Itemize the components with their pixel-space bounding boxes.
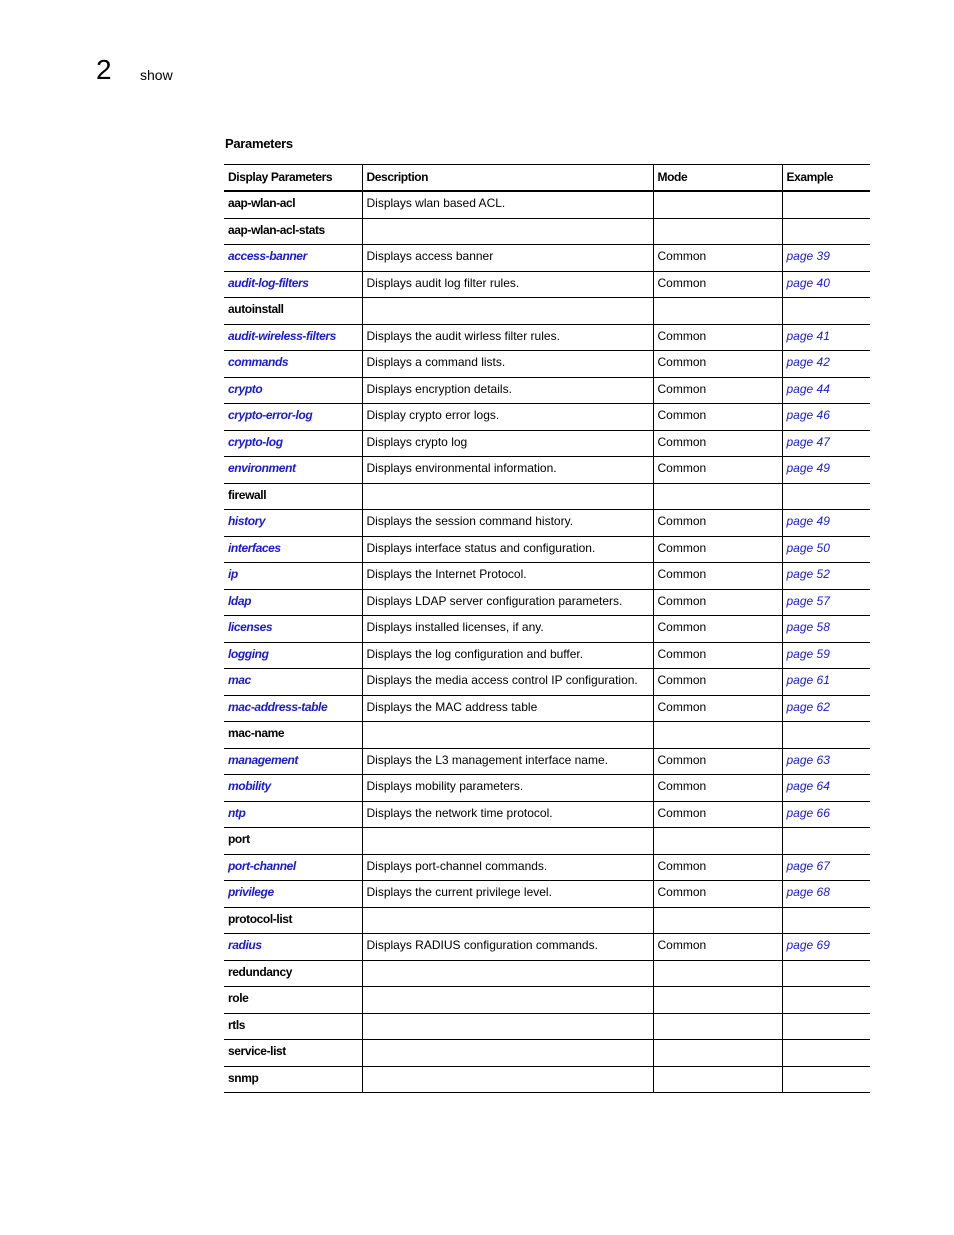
mode-cell <box>653 987 782 1014</box>
example-link[interactable]: page 44 <box>782 377 870 404</box>
mode-cell <box>653 722 782 749</box>
table-row <box>224 589 870 616</box>
example-link[interactable]: page 49 <box>782 457 870 484</box>
example-link <box>782 960 870 987</box>
example-link[interactable]: page 64 <box>782 775 870 802</box>
table-row <box>224 642 870 669</box>
description-cell <box>362 828 653 855</box>
example-link[interactable]: page 59 <box>782 642 870 669</box>
table-row <box>224 828 870 855</box>
table-row <box>224 722 870 749</box>
description-cell: Displays the session command history. <box>362 510 653 537</box>
description-cell: Displays the media access control IP configuration. <box>362 669 653 696</box>
column-header-example: Example <box>782 165 870 192</box>
mode-cell: Common <box>653 351 782 378</box>
chapter-number: 2 <box>96 54 112 85</box>
parameter-cell[interactable]: mac <box>224 669 362 696</box>
example-link[interactable]: page 63 <box>782 748 870 775</box>
mode-cell <box>653 298 782 325</box>
parameter-cell[interactable]: crypto-log <box>224 430 362 457</box>
table-row <box>224 510 870 537</box>
parameter-cell[interactable]: access-banner <box>224 245 362 272</box>
example-link <box>782 987 870 1014</box>
table-row <box>224 934 870 961</box>
parameter-cell: service-list <box>224 1040 362 1067</box>
parameter-cell: snmp <box>224 1066 362 1093</box>
table-row <box>224 960 870 987</box>
parameter-cell: rtls <box>224 1013 362 1040</box>
example-link <box>782 828 870 855</box>
table-row <box>224 191 870 218</box>
description-cell: Displays RADIUS configuration commands. <box>362 934 653 961</box>
description-cell: Displays the network time protocol. <box>362 801 653 828</box>
mode-cell: Common <box>653 457 782 484</box>
table-row <box>224 775 870 802</box>
table-row <box>224 563 870 590</box>
mode-cell: Common <box>653 881 782 908</box>
mode-cell: Common <box>653 775 782 802</box>
description-cell <box>362 907 653 934</box>
mode-cell: Common <box>653 616 782 643</box>
parameter-cell[interactable]: licenses <box>224 616 362 643</box>
example-link <box>782 1013 870 1040</box>
description-cell: Displays wlan based ACL. <box>362 191 653 218</box>
mode-cell: Common <box>653 536 782 563</box>
parameter-cell: role <box>224 987 362 1014</box>
parameter-cell: protocol-list <box>224 907 362 934</box>
column-header-display-parameters: Display Parameters <box>224 165 362 192</box>
mode-cell <box>653 483 782 510</box>
parameter-cell[interactable]: ip <box>224 563 362 590</box>
example-link[interactable]: page 67 <box>782 854 870 881</box>
description-cell: Displays installed licenses, if any. <box>362 616 653 643</box>
table-row <box>224 748 870 775</box>
description-cell: Displays the log configuration and buffer. <box>362 642 653 669</box>
example-link[interactable]: page 69 <box>782 934 870 961</box>
description-cell: Displays access banner <box>362 245 653 272</box>
example-link[interactable]: page 46 <box>782 404 870 431</box>
parameter-cell[interactable]: privilege <box>224 881 362 908</box>
parameter-cell[interactable]: ntp <box>224 801 362 828</box>
mode-cell: Common <box>653 748 782 775</box>
example-link[interactable]: page 49 <box>782 510 870 537</box>
description-cell <box>362 1013 653 1040</box>
example-link[interactable]: page 57 <box>782 589 870 616</box>
table-row <box>224 1013 870 1040</box>
parameter-cell: mac-name <box>224 722 362 749</box>
parameters-table <box>224 164 870 1093</box>
description-cell: Display crypto error logs. <box>362 404 653 431</box>
table-header <box>224 165 870 192</box>
parameter-cell[interactable]: mac-address-table <box>224 695 362 722</box>
description-cell: Displays the L3 management interface name. <box>362 748 653 775</box>
table-row <box>224 351 870 378</box>
parameter-cell[interactable]: interfaces <box>224 536 362 563</box>
table-row <box>224 457 870 484</box>
chapter-title: show <box>140 67 173 83</box>
parameter-cell[interactable]: crypto <box>224 377 362 404</box>
table-row <box>224 801 870 828</box>
parameter-cell: autoinstall <box>224 298 362 325</box>
example-link[interactable]: page 66 <box>782 801 870 828</box>
mode-cell <box>653 1013 782 1040</box>
table-row <box>224 324 870 351</box>
table-row <box>224 907 870 934</box>
example-link[interactable]: page 68 <box>782 881 870 908</box>
table-body <box>224 191 870 1093</box>
table-row <box>224 298 870 325</box>
description-cell: Displays LDAP server configuration parameters. <box>362 589 653 616</box>
parameter-cell: aap-wlan-acl <box>224 191 362 218</box>
description-cell: Displays mobility parameters. <box>362 775 653 802</box>
table-row <box>224 404 870 431</box>
parameter-cell[interactable]: crypto-error-log <box>224 404 362 431</box>
description-cell: Displays the current privilege level. <box>362 881 653 908</box>
table-row <box>224 987 870 1014</box>
mode-cell: Common <box>653 430 782 457</box>
parameter-cell[interactable]: history <box>224 510 362 537</box>
mode-cell: Common <box>653 669 782 696</box>
section-heading: Parameters <box>225 136 293 151</box>
table-row <box>224 483 870 510</box>
example-link[interactable]: page 52 <box>782 563 870 590</box>
mode-cell <box>653 960 782 987</box>
description-cell: Displays encryption details. <box>362 377 653 404</box>
column-header-mode: Mode <box>653 165 782 192</box>
example-link[interactable]: page 58 <box>782 616 870 643</box>
description-cell <box>362 987 653 1014</box>
table-row <box>224 245 870 272</box>
table-row <box>224 695 870 722</box>
mode-cell: Common <box>653 854 782 881</box>
description-cell: Displays the MAC address table <box>362 695 653 722</box>
example-link[interactable]: page 47 <box>782 430 870 457</box>
parameter-cell[interactable]: port-channel <box>224 854 362 881</box>
example-link <box>782 907 870 934</box>
table-row <box>224 271 870 298</box>
mode-cell <box>653 828 782 855</box>
mode-cell: Common <box>653 563 782 590</box>
mode-cell: Common <box>653 377 782 404</box>
mode-cell: Common <box>653 801 782 828</box>
parameter-cell[interactable]: audit-log-filters <box>224 271 362 298</box>
parameter-cell[interactable]: audit-wireless-filters <box>224 324 362 351</box>
parameter-cell[interactable]: mobility <box>224 775 362 802</box>
table-row <box>224 377 870 404</box>
table-row <box>224 854 870 881</box>
description-cell <box>362 1066 653 1093</box>
table-row <box>224 616 870 643</box>
example-link <box>782 1040 870 1067</box>
table-row <box>224 669 870 696</box>
example-link <box>782 722 870 749</box>
description-cell: Displays environmental information. <box>362 457 653 484</box>
description-cell <box>362 298 653 325</box>
mode-cell <box>653 218 782 245</box>
table-row <box>224 218 870 245</box>
example-link[interactable]: page 50 <box>782 536 870 563</box>
column-header-description: Description <box>362 165 653 192</box>
mode-cell <box>653 907 782 934</box>
table-row <box>224 536 870 563</box>
mode-cell: Common <box>653 271 782 298</box>
parameter-cell[interactable]: commands <box>224 351 362 378</box>
parameter-cell[interactable]: environment <box>224 457 362 484</box>
example-link[interactable]: page 41 <box>782 324 870 351</box>
mode-cell <box>653 1040 782 1067</box>
example-link <box>782 483 870 510</box>
table-row <box>224 1066 870 1093</box>
mode-cell: Common <box>653 245 782 272</box>
example-link <box>782 298 870 325</box>
header-row <box>224 165 870 192</box>
mode-cell: Common <box>653 695 782 722</box>
description-cell: Displays a command lists. <box>362 351 653 378</box>
table-row <box>224 1040 870 1067</box>
parameter-cell[interactable]: logging <box>224 642 362 669</box>
example-link <box>782 218 870 245</box>
mode-cell: Common <box>653 642 782 669</box>
parameter-cell: firewall <box>224 483 362 510</box>
example-link[interactable]: page 40 <box>782 271 870 298</box>
mode-cell: Common <box>653 324 782 351</box>
table-row <box>224 881 870 908</box>
example-link <box>782 1066 870 1093</box>
example-link[interactable]: page 39 <box>782 245 870 272</box>
mode-cell: Common <box>653 510 782 537</box>
mode-cell <box>653 1066 782 1093</box>
description-cell: Displays crypto log <box>362 430 653 457</box>
parameter-cell: port <box>224 828 362 855</box>
description-cell: Displays interface status and configuration. <box>362 536 653 563</box>
mode-cell: Common <box>653 589 782 616</box>
example-link <box>782 191 870 218</box>
parameter-cell[interactable]: management <box>224 748 362 775</box>
description-cell: Displays the Internet Protocol. <box>362 563 653 590</box>
description-cell <box>362 722 653 749</box>
mode-cell <box>653 191 782 218</box>
parameter-cell[interactable]: radius <box>224 934 362 961</box>
description-cell: Displays audit log filter rules. <box>362 271 653 298</box>
description-cell: Displays the audit wirless filter rules. <box>362 324 653 351</box>
parameter-cell: aap-wlan-acl-stats <box>224 218 362 245</box>
mode-cell: Common <box>653 934 782 961</box>
example-link[interactable]: page 61 <box>782 669 870 696</box>
parameter-cell: redundancy <box>224 960 362 987</box>
parameter-cell[interactable]: ldap <box>224 589 362 616</box>
description-cell <box>362 483 653 510</box>
description-cell <box>362 1040 653 1067</box>
example-link[interactable]: page 62 <box>782 695 870 722</box>
mode-cell: Common <box>653 404 782 431</box>
description-cell: Displays port-channel commands. <box>362 854 653 881</box>
description-cell <box>362 218 653 245</box>
example-link[interactable]: page 42 <box>782 351 870 378</box>
table-row <box>224 430 870 457</box>
description-cell <box>362 960 653 987</box>
